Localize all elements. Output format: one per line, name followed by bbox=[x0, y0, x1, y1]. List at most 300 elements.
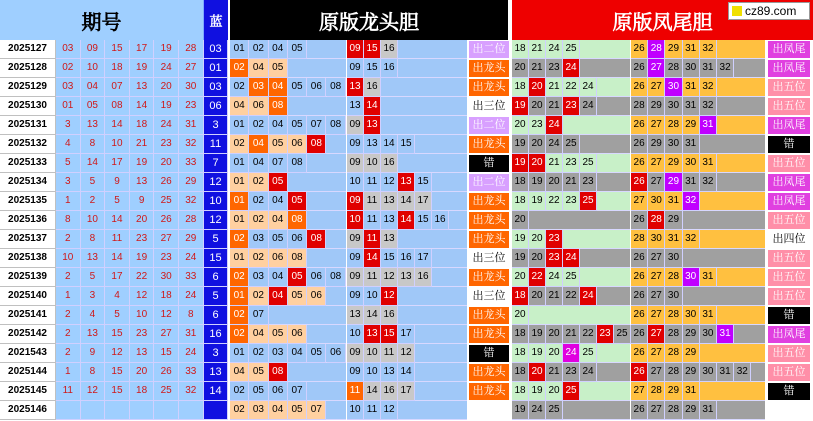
dragon-number: 17 bbox=[398, 382, 415, 401]
dragon-number: 05 bbox=[288, 116, 307, 135]
blue-ball-number: 10 bbox=[204, 192, 228, 211]
red-ball-number: 8 bbox=[81, 363, 106, 382]
dragon-number: 02 bbox=[230, 230, 249, 249]
red-ball-number: 32 bbox=[179, 382, 204, 401]
phoenix-number: 31 bbox=[665, 192, 682, 211]
dragon-number: 10 bbox=[364, 154, 381, 173]
phoenix-number: 30 bbox=[683, 59, 700, 78]
red-ball-number: 10 bbox=[130, 306, 155, 325]
dragon-number: 08 bbox=[288, 211, 307, 230]
dragon-number: 08 bbox=[327, 116, 346, 135]
red-ball-number: 15 bbox=[105, 325, 130, 344]
phoenix-result-tag: 出凤尾 bbox=[767, 325, 811, 344]
dragon-number: 04 bbox=[249, 135, 268, 154]
phoenix-number: 31 bbox=[683, 135, 700, 154]
red-ball-number: 24 bbox=[179, 287, 204, 306]
dragon-number: 14 bbox=[364, 97, 381, 116]
phoenix-number: 32 bbox=[734, 363, 751, 382]
dragon-number: 01 bbox=[230, 40, 249, 59]
red-ball-number: 27 bbox=[154, 230, 179, 249]
dragon-number: 17 bbox=[415, 249, 432, 268]
dragon-number: 13 bbox=[364, 135, 381, 154]
red-ball-number: 30 bbox=[179, 78, 204, 97]
blue-ball-number: 12 bbox=[204, 211, 228, 230]
phoenix-number: 20 bbox=[546, 173, 563, 192]
red-ball-number: 5 bbox=[81, 173, 106, 192]
phoenix-number: 24 bbox=[563, 344, 580, 363]
dragon-number: 05 bbox=[269, 230, 288, 249]
phoenix-number: 29 bbox=[683, 363, 700, 382]
red-ball-number: 18 bbox=[130, 116, 155, 135]
phoenix-number: 28 bbox=[665, 401, 682, 420]
phoenix-number: 24 bbox=[546, 135, 563, 154]
red-ball-number: 08 bbox=[105, 97, 130, 116]
phoenix-result-tag: 出凤尾 bbox=[767, 59, 811, 78]
phoenix-number: 26 bbox=[631, 306, 648, 325]
period-number: 2025129 bbox=[0, 78, 56, 97]
red-ball-number: 15 bbox=[105, 382, 130, 401]
dragon-number: 11 bbox=[364, 211, 381, 230]
red-ball-number: 28 bbox=[179, 40, 204, 59]
phoenix-number: 28 bbox=[665, 363, 682, 382]
phoenix-number: 24 bbox=[580, 363, 597, 382]
dragon-number: 14 bbox=[364, 382, 381, 401]
blue-ball-number: 7 bbox=[204, 154, 228, 173]
red-ball-number: 13 bbox=[130, 78, 155, 97]
phoenix-number: 31 bbox=[700, 401, 717, 420]
phoenix-number: 26 bbox=[631, 268, 648, 287]
dragon-number: 11 bbox=[364, 192, 381, 211]
blue-ball-number: 3 bbox=[204, 344, 228, 363]
logo-icon bbox=[732, 6, 742, 16]
phoenix-number: 28 bbox=[648, 40, 665, 59]
red-ball-number bbox=[105, 401, 130, 420]
phoenix-number: 26 bbox=[631, 78, 648, 97]
red-ball-number: 13 bbox=[81, 325, 106, 344]
red-ball-number: 4 bbox=[81, 306, 106, 325]
phoenix-number: 27 bbox=[648, 116, 665, 135]
phoenix-number: 18 bbox=[512, 382, 529, 401]
watermark-text: cz89.com bbox=[745, 4, 797, 18]
dragon-number: 09 bbox=[347, 192, 364, 211]
dragon-number: 06 bbox=[249, 97, 268, 116]
red-ball-number: 9 bbox=[130, 192, 155, 211]
dragon-number: 10 bbox=[364, 344, 381, 363]
phoenix-number: 20 bbox=[529, 287, 546, 306]
red-ball-number: 19 bbox=[154, 40, 179, 59]
red-ball-number: 10 bbox=[81, 59, 106, 78]
phoenix-number: 26 bbox=[631, 249, 648, 268]
red-ball-number bbox=[130, 401, 155, 420]
dragon-number: 13 bbox=[381, 211, 398, 230]
period-number: 2025138 bbox=[0, 249, 56, 268]
phoenix-number: 20 bbox=[546, 382, 563, 401]
dragon-number: 10 bbox=[347, 325, 364, 344]
phoenix-number: 19 bbox=[529, 173, 546, 192]
blue-ball-number: 13 bbox=[204, 363, 228, 382]
red-ball-number: 14 bbox=[130, 97, 155, 116]
site-watermark bbox=[728, 2, 810, 20]
red-ball-number: 18 bbox=[105, 59, 130, 78]
phoenix-result-tag: 出五位 bbox=[767, 249, 811, 268]
phoenix-number: 29 bbox=[665, 154, 682, 173]
phoenix-number: 20 bbox=[512, 59, 529, 78]
red-ball-number: 30 bbox=[154, 268, 179, 287]
phoenix-number: 30 bbox=[700, 363, 717, 382]
phoenix-number: 24 bbox=[580, 287, 597, 306]
dragon-result-tag: 出龙头 bbox=[468, 268, 510, 287]
dragon-number: 08 bbox=[269, 363, 288, 382]
red-ball-number: 14 bbox=[105, 249, 130, 268]
dragon-number: 09 bbox=[347, 116, 364, 135]
dragon-number: 01 bbox=[230, 192, 249, 211]
phoenix-result-tag: 出五位 bbox=[767, 78, 811, 97]
phoenix-number: 26 bbox=[631, 325, 648, 344]
phoenix-number: 20 bbox=[546, 344, 563, 363]
dragon-result-tag: 出龙头 bbox=[468, 78, 510, 97]
dragon-number: 02 bbox=[249, 40, 268, 59]
period-number: 2025130 bbox=[0, 97, 56, 116]
dragon-number: 07 bbox=[269, 154, 288, 173]
red-ball-number: 5 bbox=[56, 154, 81, 173]
dragon-number: 05 bbox=[288, 287, 307, 306]
phoenix-number: 29 bbox=[683, 401, 700, 420]
phoenix-result-tag: 出凤尾 bbox=[767, 173, 811, 192]
red-ball-number: 1 bbox=[56, 192, 81, 211]
red-ball-number: 25 bbox=[154, 382, 179, 401]
phoenix-number: 19 bbox=[529, 382, 546, 401]
phoenix-number: 27 bbox=[648, 306, 665, 325]
red-ball-number: 8 bbox=[81, 135, 106, 154]
dragon-number: 05 bbox=[269, 325, 288, 344]
dragon-number: 12 bbox=[398, 344, 415, 363]
phoenix-number: 30 bbox=[665, 78, 682, 97]
blue-ball-number: 5 bbox=[204, 287, 228, 306]
phoenix-number: 30 bbox=[683, 306, 700, 325]
phoenix-number: 19 bbox=[512, 230, 529, 249]
phoenix-number: 31 bbox=[683, 78, 700, 97]
dragon-number: 05 bbox=[249, 382, 268, 401]
phoenix-number: 32 bbox=[700, 97, 717, 116]
dragon-number: 02 bbox=[230, 306, 249, 325]
dragon-number: 09 bbox=[347, 230, 364, 249]
phoenix-result-tag: 错 bbox=[767, 382, 811, 401]
blue-ball-number: 01 bbox=[204, 59, 228, 78]
dragon-number: 11 bbox=[364, 268, 381, 287]
red-ball-number: 33 bbox=[179, 268, 204, 287]
phoenix-number: 26 bbox=[631, 287, 648, 306]
red-ball-number: 29 bbox=[179, 173, 204, 192]
phoenix-number: 20 bbox=[529, 135, 546, 154]
dragon-number: 13 bbox=[398, 173, 415, 192]
phoenix-number: 18 bbox=[512, 344, 529, 363]
phoenix-number: 22 bbox=[563, 78, 580, 97]
phoenix-number: 26 bbox=[631, 363, 648, 382]
red-ball-number: 20 bbox=[154, 78, 179, 97]
dragon-number: 04 bbox=[269, 192, 288, 211]
blue-ball-number: 6 bbox=[204, 306, 228, 325]
dragon-number: 04 bbox=[230, 363, 249, 382]
dragon-number: 03 bbox=[249, 268, 268, 287]
red-ball-number: 28 bbox=[179, 211, 204, 230]
phoenix-number: 26 bbox=[631, 154, 648, 173]
phoenix-number: 23 bbox=[563, 192, 580, 211]
dragon-number: 10 bbox=[347, 173, 364, 192]
phoenix-number: 20 bbox=[546, 325, 563, 344]
dragon-number: 11 bbox=[381, 344, 398, 363]
phoenix-number: 28 bbox=[665, 268, 682, 287]
period-number: 2025136 bbox=[0, 211, 56, 230]
dragon-number: 14 bbox=[364, 306, 381, 325]
dragon-result-tag: 错 bbox=[468, 344, 510, 363]
dragon-number: 01 bbox=[230, 154, 249, 173]
phoenix-number: 29 bbox=[665, 211, 682, 230]
phoenix-result-tag bbox=[767, 401, 811, 420]
red-ball-number: 18 bbox=[130, 382, 155, 401]
dragon-number: 16 bbox=[381, 154, 398, 173]
red-ball-number: 01 bbox=[56, 97, 81, 116]
phoenix-number: 24 bbox=[563, 59, 580, 78]
phoenix-number: 27 bbox=[648, 287, 665, 306]
period-number: 2025145 bbox=[0, 382, 56, 401]
dragon-number: 01 bbox=[230, 344, 249, 363]
phoenix-number: 26 bbox=[631, 401, 648, 420]
phoenix-number: 26 bbox=[631, 135, 648, 154]
red-ball-number: 15 bbox=[105, 40, 130, 59]
dragon-number: 10 bbox=[347, 211, 364, 230]
dragon-number: 13 bbox=[381, 192, 398, 211]
phoenix-number: 25 bbox=[580, 344, 597, 363]
phoenix-number: 23 bbox=[580, 173, 597, 192]
phoenix-number: 28 bbox=[665, 306, 682, 325]
phoenix-number: 27 bbox=[648, 363, 665, 382]
dragon-number: 04 bbox=[288, 344, 307, 363]
dragon-number: 13 bbox=[364, 325, 381, 344]
phoenix-number: 31 bbox=[683, 97, 700, 116]
phoenix-result-tag: 出凤尾 bbox=[767, 40, 811, 59]
phoenix-number: 25 bbox=[563, 135, 580, 154]
phoenix-number: 18 bbox=[512, 325, 529, 344]
phoenix-number: 31 bbox=[700, 154, 717, 173]
dragon-number: 10 bbox=[364, 287, 381, 306]
red-ball-number: 19 bbox=[130, 249, 155, 268]
red-ball-number: 23 bbox=[154, 249, 179, 268]
dragon-number: 14 bbox=[398, 192, 415, 211]
phoenix-number: 26 bbox=[631, 116, 648, 135]
red-ball-number: 2 bbox=[56, 325, 81, 344]
red-ball-number: 25 bbox=[154, 192, 179, 211]
dragon-result-tag: 出三位 bbox=[468, 249, 510, 268]
phoenix-number: 32 bbox=[700, 40, 717, 59]
dragon-result-tag: 出龙头 bbox=[468, 382, 510, 401]
red-ball-number bbox=[81, 401, 106, 420]
phoenix-number: 27 bbox=[648, 249, 665, 268]
red-ball-number: 14 bbox=[105, 211, 130, 230]
dragon-number: 06 bbox=[307, 287, 326, 306]
dragon-number: 11 bbox=[347, 382, 364, 401]
dragon-number: 04 bbox=[249, 325, 268, 344]
dragon-number: 06 bbox=[327, 344, 346, 363]
phoenix-number: 31 bbox=[665, 230, 682, 249]
dragon-number: 02 bbox=[249, 116, 268, 135]
dragon-result-tag: 出龙头 bbox=[468, 230, 510, 249]
dragon-number: 16 bbox=[432, 211, 449, 230]
blue-ball-number: 15 bbox=[204, 249, 228, 268]
red-ball-number: 2 bbox=[56, 344, 81, 363]
phoenix-number: 27 bbox=[648, 173, 665, 192]
phoenix-number: 29 bbox=[648, 135, 665, 154]
phoenix-number: 32 bbox=[683, 230, 700, 249]
red-ball-number: 9 bbox=[81, 344, 106, 363]
dragon-number: 08 bbox=[288, 249, 307, 268]
red-ball-number: 27 bbox=[179, 59, 204, 78]
phoenix-number: 24 bbox=[546, 268, 563, 287]
period-header-label: 期号 bbox=[81, 9, 122, 34]
phoenix-number: 31 bbox=[700, 59, 717, 78]
dragon-number: 15 bbox=[415, 173, 432, 192]
red-ball-number: 5 bbox=[105, 192, 130, 211]
red-ball-number: 09 bbox=[81, 40, 106, 59]
dragon-number: 04 bbox=[230, 97, 249, 116]
phoenix-number: 27 bbox=[631, 192, 648, 211]
phoenix-number: 30 bbox=[665, 135, 682, 154]
red-ball-number: 12 bbox=[130, 287, 155, 306]
dragon-number: 06 bbox=[288, 230, 307, 249]
phoenix-number: 20 bbox=[529, 230, 546, 249]
phoenix-number: 20 bbox=[529, 249, 546, 268]
phoenix-number: 22 bbox=[546, 192, 563, 211]
phoenix-number: 25 bbox=[563, 40, 580, 59]
phoenix-number: 26 bbox=[631, 40, 648, 59]
dragon-number: 06 bbox=[269, 249, 288, 268]
phoenix-number: 19 bbox=[512, 97, 529, 116]
red-ball-number: 04 bbox=[81, 78, 106, 97]
red-ball-number: 24 bbox=[154, 59, 179, 78]
phoenix-number: 21 bbox=[529, 40, 546, 59]
phoenix-number: 21 bbox=[563, 325, 580, 344]
period-number: 2025142 bbox=[0, 325, 56, 344]
dragon-number: 08 bbox=[327, 268, 346, 287]
dragon-number: 02 bbox=[249, 249, 268, 268]
phoenix-number: 26 bbox=[631, 173, 648, 192]
red-ball-number: 15 bbox=[154, 344, 179, 363]
phoenix-number: 18 bbox=[512, 40, 529, 59]
blue-ball-number: 14 bbox=[204, 382, 228, 401]
dragon-number: 04 bbox=[269, 287, 288, 306]
dragon-number: 04 bbox=[269, 211, 288, 230]
dragon-number: 09 bbox=[347, 268, 364, 287]
phoenix-number: 19 bbox=[512, 135, 529, 154]
dragon-number: 02 bbox=[249, 192, 268, 211]
dragon-number: 15 bbox=[415, 211, 432, 230]
period-number: 2021543 bbox=[0, 344, 56, 363]
phoenix-number: 28 bbox=[665, 116, 682, 135]
red-ball-number: 11 bbox=[56, 382, 81, 401]
phoenix-result-tag: 出五位 bbox=[767, 97, 811, 116]
red-ball-number: 12 bbox=[154, 306, 179, 325]
phoenix-number: 22 bbox=[580, 325, 597, 344]
blue-header bbox=[204, 0, 228, 40]
red-ball-number bbox=[154, 401, 179, 420]
red-ball-number: 20 bbox=[154, 154, 179, 173]
dragon-number: 09 bbox=[347, 287, 364, 306]
red-ball-number: 24 bbox=[179, 249, 204, 268]
dragon-result-tag: 出龙头 bbox=[468, 211, 510, 230]
phoenix-number: 20 bbox=[529, 97, 546, 116]
red-ball-number: 13 bbox=[130, 344, 155, 363]
phoenix-number: 18 bbox=[512, 78, 529, 97]
phoenix-number: 30 bbox=[665, 249, 682, 268]
red-ball-number: 19 bbox=[154, 97, 179, 116]
phoenix-number: 27 bbox=[648, 78, 665, 97]
dragon-number: 03 bbox=[249, 230, 268, 249]
phoenix-number: 23 bbox=[563, 154, 580, 173]
dragon-number: 07 bbox=[307, 401, 326, 420]
blue-ball-number bbox=[204, 401, 228, 420]
phoenix-number: 27 bbox=[648, 154, 665, 173]
dragon-number: 16 bbox=[381, 59, 398, 78]
dragon-number: 12 bbox=[381, 401, 398, 420]
dragon-number: 05 bbox=[288, 192, 307, 211]
dragon-number: 05 bbox=[269, 59, 288, 78]
dragon-number: 02 bbox=[230, 401, 249, 420]
dragon-number: 05 bbox=[249, 363, 268, 382]
phoenix-result-tag: 出凤尾 bbox=[767, 192, 811, 211]
red-ball-number: 3 bbox=[81, 287, 106, 306]
dragon-result-tag: 出二位 bbox=[468, 173, 510, 192]
dragon-number: 07 bbox=[249, 306, 268, 325]
phoenix-number: 19 bbox=[529, 344, 546, 363]
phoenix-number: 25 bbox=[580, 192, 597, 211]
phoenix-number: 28 bbox=[665, 59, 682, 78]
red-ball-number: 17 bbox=[105, 268, 130, 287]
red-ball-number: 17 bbox=[130, 40, 155, 59]
phoenix-number: 19 bbox=[512, 401, 529, 420]
dragon-number: 04 bbox=[269, 268, 288, 287]
phoenix-number: 29 bbox=[665, 173, 682, 192]
phoenix-number: 30 bbox=[683, 268, 700, 287]
dragon-number: 01 bbox=[230, 249, 249, 268]
phoenix-number: 30 bbox=[648, 192, 665, 211]
red-ball-number: 5 bbox=[81, 268, 106, 287]
phoenix-number: 24 bbox=[580, 78, 597, 97]
red-ball-number: 32 bbox=[179, 192, 204, 211]
dragon-result-tag: 出龙头 bbox=[468, 306, 510, 325]
phoenix-number: 18 bbox=[512, 192, 529, 211]
phoenix-result-tag: 出五位 bbox=[767, 363, 811, 382]
dragon-number: 06 bbox=[269, 382, 288, 401]
dragon-number: 02 bbox=[230, 59, 249, 78]
dragon-number: 09 bbox=[347, 249, 364, 268]
dragon-number: 14 bbox=[398, 363, 415, 382]
dragon-number: 04 bbox=[249, 154, 268, 173]
dragon-number: 07 bbox=[307, 116, 326, 135]
dragon-number: 09 bbox=[347, 363, 364, 382]
period-number: 2025134 bbox=[0, 173, 56, 192]
red-ball-number: 1 bbox=[56, 363, 81, 382]
dragon-result-tag: 出三位 bbox=[468, 97, 510, 116]
red-ball-number: 05 bbox=[81, 97, 106, 116]
dragon-number: 16 bbox=[381, 382, 398, 401]
phoenix-number: 31 bbox=[683, 382, 700, 401]
phoenix-number: 25 bbox=[614, 325, 631, 344]
phoenix-number: 24 bbox=[546, 116, 563, 135]
red-ball-number: 31 bbox=[179, 116, 204, 135]
blue-ball-number: 03 bbox=[204, 78, 228, 97]
red-ball-number: 21 bbox=[130, 135, 155, 154]
red-ball-number: 20 bbox=[130, 211, 155, 230]
red-ball-number: 2 bbox=[56, 268, 81, 287]
